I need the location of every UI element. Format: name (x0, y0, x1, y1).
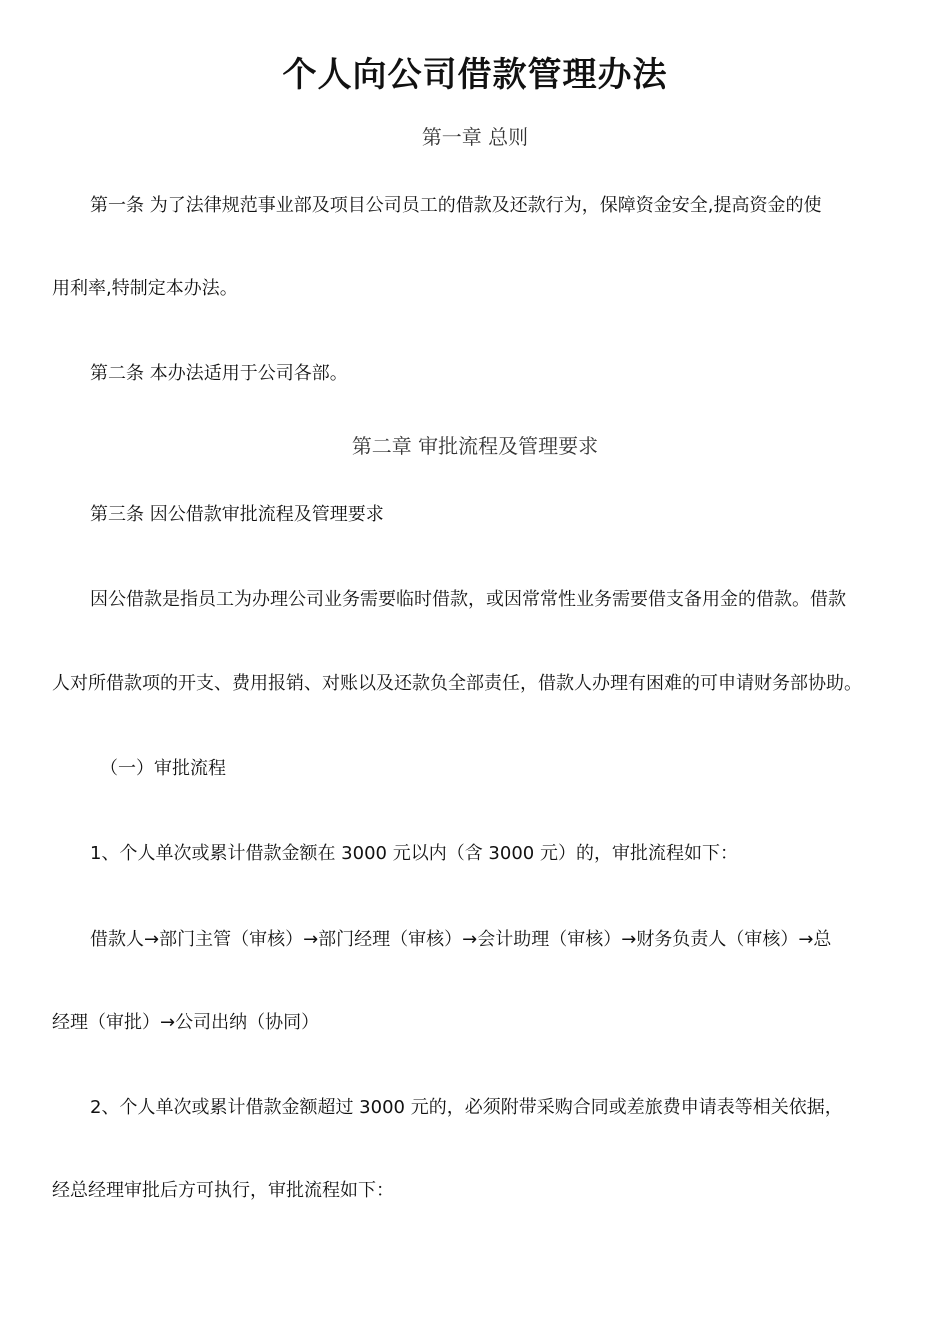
article-3: 第三条 因公借款审批流程及管理要求 (90, 504, 384, 525)
flow-1-line-2: 经理（审批）→公司出纳（协同） (52, 1012, 320, 1033)
section-1-heading: （一）审批流程 (100, 758, 226, 779)
chapter-1-heading: 第一章 总则 (421, 125, 529, 149)
chapter-2-heading: 第二章 审批流程及管理要求 (351, 434, 599, 458)
document-title: 个人向公司借款管理办法 (282, 55, 668, 95)
definition-line-1: 因公借款是指员工为办理公司业务需要临时借款，或因常常性业务需要借支备用金的借款。借款 (90, 589, 846, 610)
item-1: 1、个人单次或累计借款金额在 3000 元以内（含 3000 元）的，审批流程如下： (90, 843, 738, 864)
flow-1-line-1: 借款人→部门主管（审核）→部门经理（审核）→会计助理（审核）→财务负责人（审核）→总 (90, 929, 832, 950)
article-2: 第二条 本办法适用于公司各部。 (90, 363, 348, 384)
item-2-line-2: 经总经理审批后方可执行，审批流程如下： (52, 1180, 394, 1201)
article-1-line-2: 用利率,特制定本办法。 (52, 278, 238, 299)
article-1-line-1: 第一条 为了法律规范事业部及项目公司员工的借款及还款行为，保障资金安全,提高资金的使 (90, 195, 822, 216)
definition-line-2: 人对所借款项的开支、费用报销、对账以及还款负全部责任，借款人办理有困难的可申请财务部协助。 (52, 673, 862, 694)
item-2-line-1: 2、个人单次或累计借款金额超过 3000 元的，必须附带采购合同或差旅费申请表等相关依据， (90, 1097, 843, 1118)
